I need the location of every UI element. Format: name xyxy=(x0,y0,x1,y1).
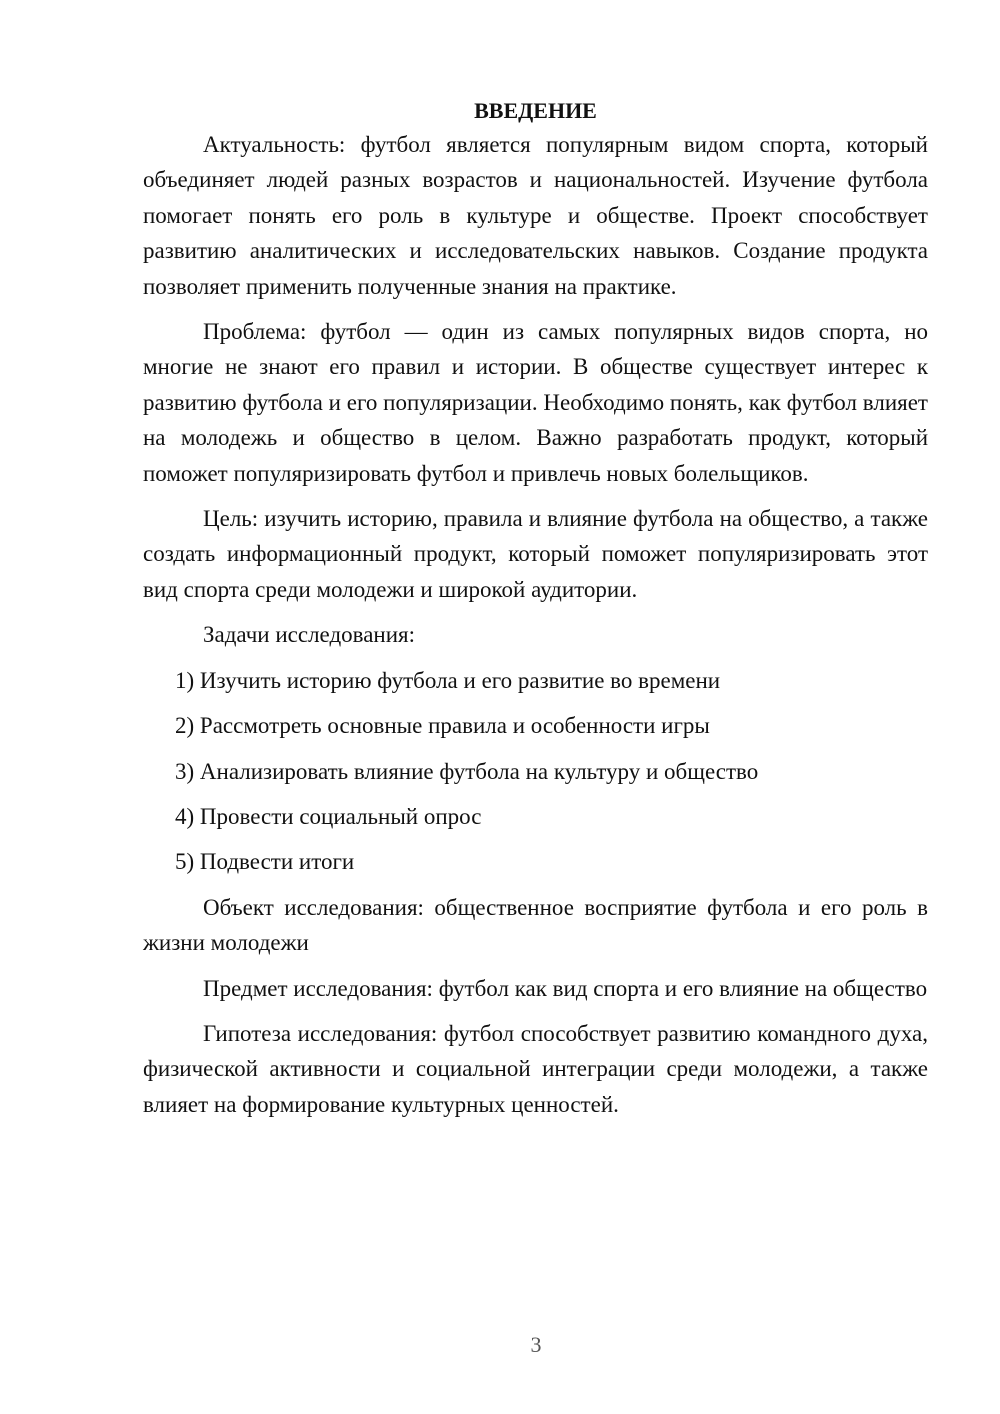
task-item-5: 5) Подвести итоги xyxy=(175,849,355,875)
paragraph-object: Объект исследования: общественное восприятие футбола и его роль в жизни молодежи xyxy=(143,894,928,956)
paragraph-hypothesis: Гипотеза исследования: футбол способствует развитию командного духа, физической активности и социальной интеграции среди молодежи, а также влияет на формирование культурных ценностей. xyxy=(143,1020,928,1117)
tasks-list xyxy=(143,663,928,880)
task-item-3: 3) Анализировать влияние футбола на культуру и общество xyxy=(175,758,759,784)
page-number: 3 xyxy=(530,1332,542,1357)
paragraph-subject: Предмет исследования: футбол как вид спорта и его влияние на общество xyxy=(203,975,928,1001)
task-item-1: 1) Изучить историю футбола и его развитие во времени xyxy=(175,667,721,693)
paragraph-goal: Цель: изучить историю, правила и влияние футбола на общество, а также создать информационный продукт, который поможет популяризировать этот вид спорта среди молодежи и широкой аудитории. xyxy=(143,506,928,602)
task-item-4: 4) Провести социальный опрос xyxy=(175,803,482,829)
task-item-2: 2) Рассмотреть основные правила и особенности игры xyxy=(175,713,710,739)
page-body xyxy=(143,95,928,1122)
paragraph-problem: Проблема: футбол — один из самых популярных видов спорта, но многие не знают его правил и истории. В обществе существует интерес к развитию футбола и его популяризации. Необходимо понять, как футбол влияет на молодежь и общество в целом. Важно разработать продукт, который поможет популяризировать футбол и привлечь новых болельщиков. xyxy=(143,319,928,486)
section-heading: ВВЕДЕНИЕ xyxy=(474,98,597,123)
paragraph-relevance: Актуальность: футбол является популярным видом спорта, который объединяет людей разных возрастов и национальностей. Изучение футбола помогает понять его роль в культуре и обществе. Проект способствует развитию аналитических и исследовательских навыков. Создание продукта позволяет применить полученные знания на практике. xyxy=(143,132,928,299)
tasks-heading: Задачи исследования: xyxy=(203,622,416,648)
